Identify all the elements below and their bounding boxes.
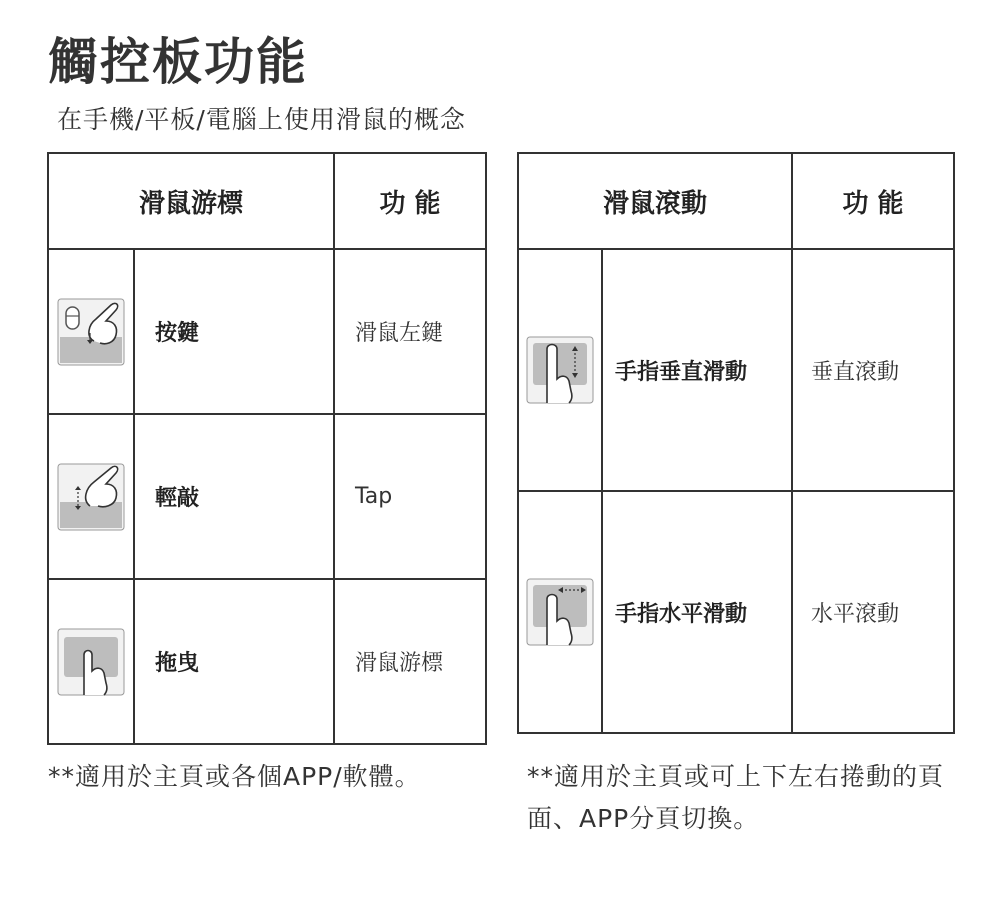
action-label: 手指水平滑動 — [602, 491, 792, 733]
horizontal-scroll-icon — [518, 491, 602, 733]
cursor-table — [47, 152, 487, 745]
table-row — [48, 249, 486, 414]
tap-click-icon — [48, 249, 134, 414]
vertical-scroll-icon — [518, 249, 602, 491]
scroll-table — [517, 152, 955, 734]
table-row — [518, 491, 954, 733]
scroll-header: 滑鼠滾動 — [518, 153, 792, 249]
function-label: 水平滾動 — [792, 491, 954, 733]
tap-gesture-icon — [48, 414, 134, 579]
function-label: 垂直滾動 — [792, 249, 954, 491]
function-label: Tap — [334, 414, 486, 579]
table-row — [48, 579, 486, 744]
action-label: 拖曳 — [134, 579, 334, 744]
function-label: 滑鼠游標 — [334, 579, 486, 744]
action-label: 按鍵 — [134, 249, 334, 414]
page-title: 觸控板功能 — [48, 33, 308, 91]
page-subtitle: 在手機/平板/電腦上使用滑鼠的概念 — [57, 105, 466, 134]
note-left: **適用於主頁或各個APP/軟體。 — [48, 762, 421, 791]
action-label: 手指垂直滑動 — [602, 249, 792, 491]
action-label: 輕敲 — [134, 414, 334, 579]
function-label: 滑鼠左鍵 — [334, 249, 486, 414]
table-row — [48, 414, 486, 579]
note-right: **適用於主頁或可上下左右捲動的頁面、APP分頁切換。 — [527, 762, 945, 833]
drag-icon — [48, 579, 134, 744]
table-row — [518, 249, 954, 491]
cursor-header: 滑鼠游標 — [48, 153, 334, 249]
function-header: 功 能 — [334, 153, 486, 249]
function-header: 功 能 — [792, 153, 954, 249]
